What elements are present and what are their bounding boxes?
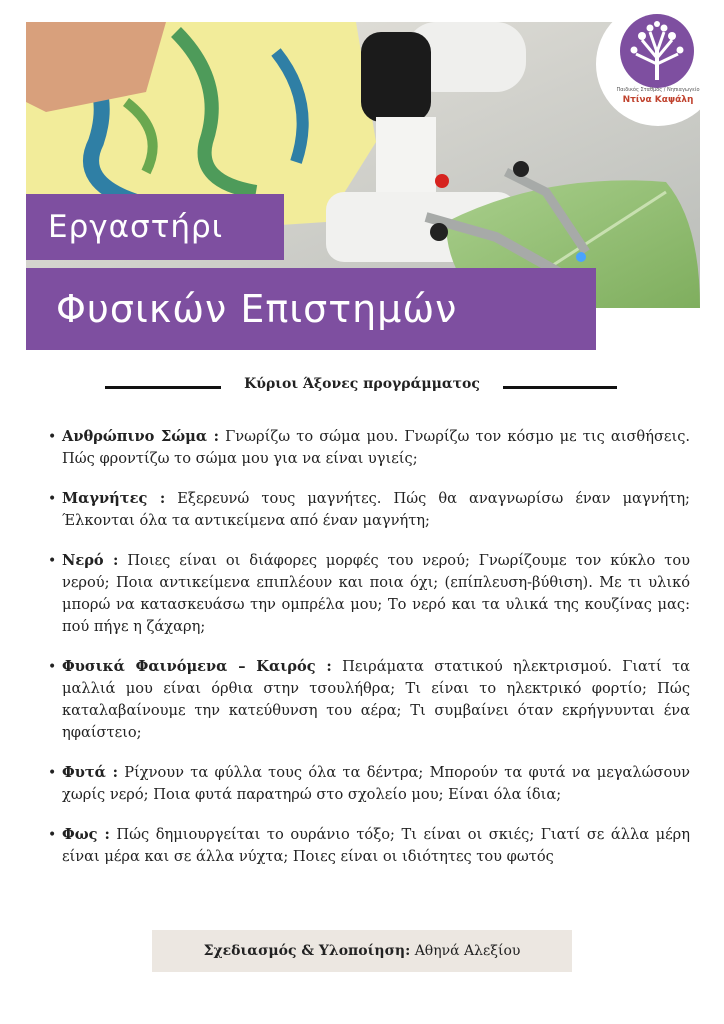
list-item [48,550,690,638]
list-item [48,824,690,868]
topic-name: Φυσικά Φαινόμενα – Καιρός : [62,658,332,675]
topic-text: Γνωρίζω το σώμα μου. Γνωρίζω τον κόσμο με τις αισθήσεις. Πώς φροντίζω το σώμα μου για να είναι υγιείς; [62,428,691,467]
logo-badge [596,2,720,126]
credits-label: Σχεδιασμός & Υλοποίηση: [203,943,411,959]
topic-name: Μαγνήτες : [62,490,166,507]
topic-text: Πειράματα στατικού ηλεκτρισμού. Γιατί τα μαλλιά μου είναι όρθια στην τσουλήθρα; Τι είναι το ηλεκτρικό φορτίο; Πώς καταλαβαίνουμε την κατεύθυνση του αέρα; Τι συμβαίνει όταν εκρήγνυνται ένα ηφαίστειο; [62,658,690,741]
topic-name: Φως : [62,826,110,843]
topic-name: Νερό : [62,552,119,569]
bullet-icon: • [48,765,57,781]
title-line-1: Εργαστήρι [26,194,284,260]
list-item [48,656,690,744]
bullet-icon: • [48,827,57,843]
topic-text: Πώς δημιουργείται το ουράνιο τόξο; Τι είναι οι σκιές; Γιατί σε άλλα μέρη είναι μέρα και σε άλλα νύχτα; Ποιες είναι οι ιδιότητες του φωτός [62,826,691,865]
topic-text: Ποιες είναι οι διάφορες μορφές του νερού; Γνωρίζουμε τον κύκλο του νερού; Ποια αντικείμενα επιπλέουν και ποια όχι; (επίπλευση-βύθιση). Με τι υλικό μπορώ να κατασκευάσω την ομπρέλα μου; Το νερό και τα υλικά της κουζίνας μας: πού πήγε η ζάχαρη; [62,552,690,635]
credits-box [152,930,572,972]
tree-people-icon [620,14,694,88]
list-item [48,762,690,806]
topic-name: Φυτά : [62,764,118,781]
topic-text: Εξερευνώ τους μαγνήτες. Πώς θα αναγνωρίσω έναν μαγνήτη; Έλκονται όλα τα αντικείμενα από έναν μαγνήτη; [62,490,690,529]
topic-name: Ανθρώπινο Σώμα : [62,428,220,445]
logo-name: Ντίνα Καψάλη [622,95,694,105]
bullet-icon: • [48,659,57,675]
section-rule-right [503,386,617,389]
bullet-icon: • [48,491,57,507]
topics-list [48,426,690,886]
title-line-2: Φυσικών Επιστημών [26,268,596,350]
logo-subtitle: Παιδικός Σταθμός / Νηπιαγωγείο [616,87,700,93]
bullet-icon: • [48,553,57,569]
topic-text: Ρίχνουν τα φύλλα τους όλα τα δέντρα; Μπορούν τα φυτά να μεγαλώσουν χωρίς νερό; Ποια φυτά παρατηρώ στο σχολείο μου; Είναι όλα ίδια; [62,764,691,803]
credits-name: Αθηνά Αλεξίου [410,943,521,959]
section-rule-left [105,386,221,389]
bullet-icon: • [48,429,57,445]
section-title: Κύριοι Άξονες προγράμματος [244,376,480,392]
list-item [48,488,690,532]
list-item [48,426,690,470]
